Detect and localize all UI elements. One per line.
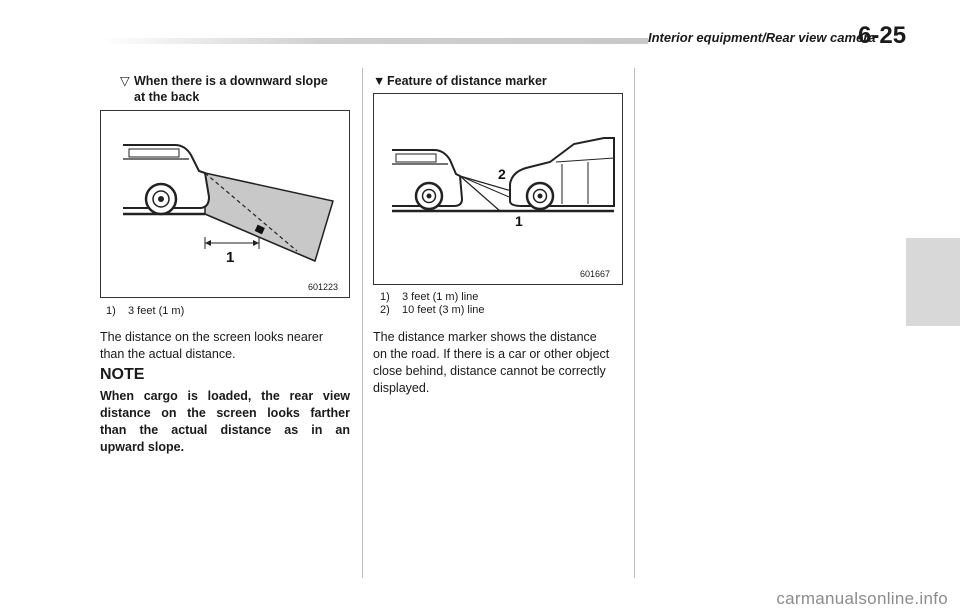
figure-code: 601223 (308, 282, 339, 292)
figure-code: 601667 (580, 269, 611, 279)
figure-label-1: 1 (226, 249, 235, 266)
distance-marker-description: The distance marker shows the distance on the road. If there is a car or other object close behind, distance cannot be correctly displayed. (373, 330, 610, 395)
distance-marker-figure (373, 93, 623, 285)
section-title: Interior equipment/Rear view camera (648, 30, 876, 45)
figure-caption-1: 1) 3 feet (1 m) line (380, 291, 479, 303)
downward-slope-subheading: ▽ When there is a downward slope at the back (120, 74, 328, 104)
distance-marker-illustration (374, 94, 622, 284)
figure-label-2: 2 (498, 166, 506, 182)
figure-label-1: 1 (515, 213, 523, 229)
figure-caption-2: 2) 10 feet (3 m) line (380, 304, 485, 316)
triangle-marker-icon: ▼ (373, 74, 386, 88)
triangle-marker-icon: ▽ (120, 74, 130, 88)
column-divider (362, 68, 363, 578)
figure-caption: 1) 3 feet (1 m) (106, 305, 185, 317)
note-body: When cargo is loaded, the rear view distance on the screen looks farther than the actual distance as in an upward slope. (100, 389, 350, 454)
distance-marker-subheading: ▼ Feature of distance marker (373, 74, 547, 88)
note-heading: NOTE (100, 366, 145, 383)
page-number: 6-25 (858, 22, 907, 49)
watermark: carmanualsonline.info (776, 589, 948, 608)
downward-slope-figure (100, 110, 350, 298)
chapter-tab-marker (906, 238, 960, 326)
downward-slope-illustration (101, 111, 349, 297)
header-rule (100, 38, 648, 44)
downward-slope-description: The distance on the screen looks nearer than the actual distance. (100, 330, 324, 361)
column-divider (634, 68, 635, 578)
